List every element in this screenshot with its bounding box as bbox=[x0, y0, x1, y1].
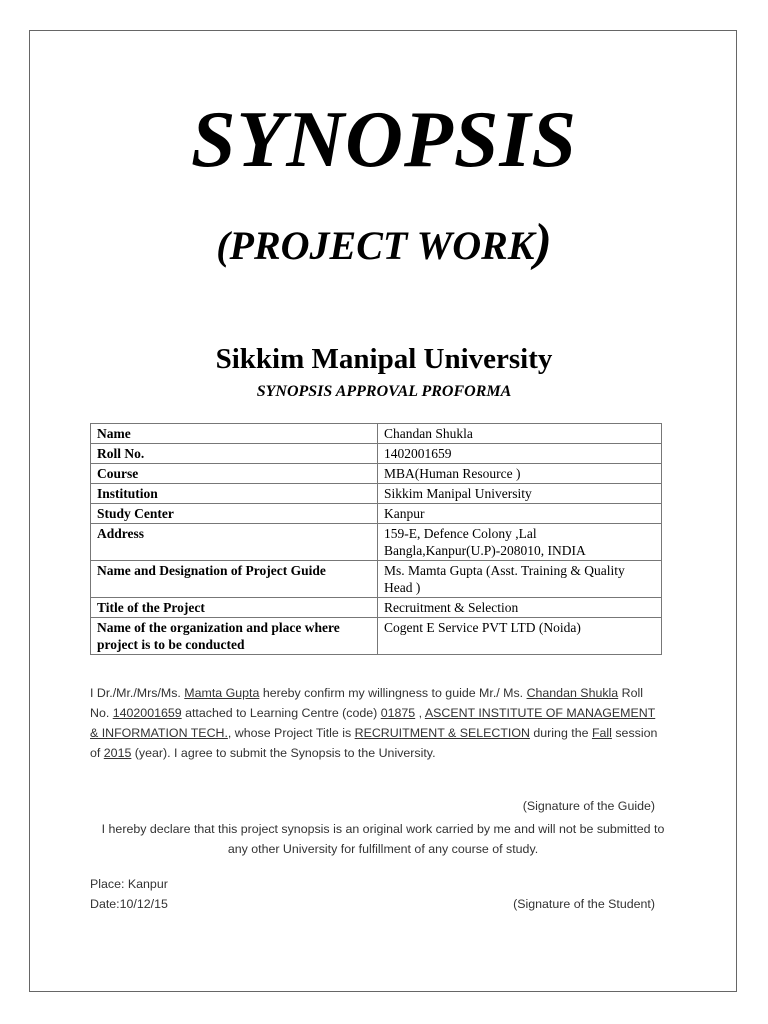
row-value: Sikkim Manipal University bbox=[378, 484, 662, 504]
project-title: RECRUITMENT & SELECTION bbox=[354, 726, 530, 740]
table-row bbox=[91, 504, 662, 524]
centre-name: ASCENT INSTITUTE OF MANAGEMENT & INFORMATION TECH. bbox=[90, 706, 656, 740]
row-label: Name and Designation of Project Guide bbox=[91, 561, 378, 598]
guide-name: Mamta Gupta bbox=[184, 686, 260, 700]
confirmation-text: during the bbox=[529, 726, 592, 740]
table-row bbox=[91, 598, 662, 618]
row-label: Address bbox=[91, 524, 378, 561]
confirmation-text: , whose Project Title is bbox=[227, 726, 355, 740]
table-row bbox=[91, 524, 662, 561]
proforma-heading: SYNOPSIS APPROVAL PROFORMA bbox=[256, 383, 512, 400]
row-value: Ms. Mamta Gupta (Asst. Training & Quality Head ) bbox=[378, 561, 662, 598]
confirmation-text: I Dr./Mr./Mrs/Ms. bbox=[90, 686, 185, 700]
confirmation-text: (year). I agree to submit the Synopsis to the University. bbox=[131, 746, 436, 760]
table-row bbox=[91, 464, 662, 484]
row-value: Cogent E Service PVT LTD (Noida) bbox=[378, 618, 662, 655]
row-label: Study Center bbox=[91, 504, 378, 524]
row-value: Kanpur bbox=[378, 504, 662, 524]
centre-code: 01875 bbox=[380, 706, 416, 720]
synopsis-info-table bbox=[90, 423, 662, 655]
confirmation-text: Roll No. bbox=[90, 686, 643, 720]
subtitle-close-paren: ) bbox=[534, 214, 552, 271]
table-row bbox=[91, 561, 662, 598]
guide-confirmation-paragraph bbox=[90, 683, 662, 763]
student-name: Chandan Shukla bbox=[526, 686, 619, 700]
confirmation-text: session of bbox=[90, 726, 658, 760]
row-label: Name bbox=[91, 424, 378, 444]
table-row bbox=[91, 484, 662, 504]
table-row bbox=[91, 424, 662, 444]
roll-number: 1402001659 bbox=[112, 706, 182, 720]
row-label: Title of the Project bbox=[91, 598, 378, 618]
student-signature-label: (Signature of the Student) bbox=[513, 897, 655, 911]
confirmation-text: hereby confirm my willingness to guide Mr./ Ms. bbox=[259, 686, 527, 700]
row-value: 159-E, Defence Colony ,Lal Bangla,Kanpur(U.P)-208010, INDIA bbox=[378, 524, 662, 561]
student-declaration: I hereby declare that this project synopsis is an original work carried by me and will not be submitted to any other University for fulfillment of any course of study. bbox=[101, 822, 665, 856]
session-name: Fall bbox=[591, 726, 612, 740]
university-name: Sikkim Manipal University bbox=[215, 343, 553, 375]
guide-signature-label: (Signature of the Guide) bbox=[522, 799, 655, 813]
row-value: 1402001659 bbox=[378, 444, 662, 464]
table-row bbox=[91, 618, 662, 655]
document-title: SYNOPSIS bbox=[191, 96, 577, 184]
row-label: Roll No. bbox=[91, 444, 378, 464]
subtitle-text: (PROJECT WORK bbox=[216, 223, 535, 268]
place-label: Place: Kanpur bbox=[90, 877, 168, 891]
row-value: MBA(Human Resource ) bbox=[378, 464, 662, 484]
info-table-body bbox=[91, 424, 662, 655]
row-value: Chandan Shukla bbox=[378, 424, 662, 444]
confirmation-text: attached to Learning Centre (code) bbox=[181, 706, 381, 720]
row-label: Institution bbox=[91, 484, 378, 504]
document-subtitle bbox=[0, 214, 768, 271]
row-label: Course bbox=[91, 464, 378, 484]
session-year: 2015 bbox=[103, 746, 132, 760]
row-value: Recruitment & Selection bbox=[378, 598, 662, 618]
row-label: Name of the organization and place where project is to be conducted bbox=[91, 618, 378, 655]
date-label: Date:10/12/15 bbox=[90, 897, 168, 911]
confirmation-text: , bbox=[415, 706, 425, 720]
table-row bbox=[91, 444, 662, 464]
